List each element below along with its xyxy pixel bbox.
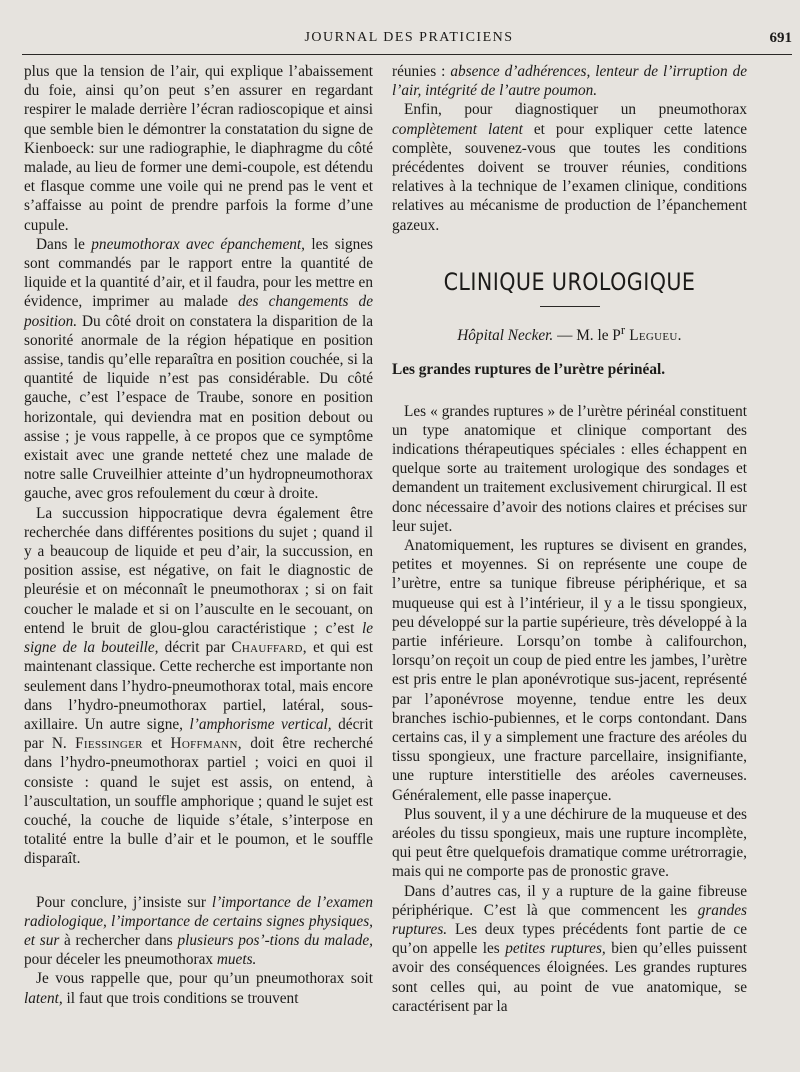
paragraph bbox=[24, 504, 373, 869]
paragraph bbox=[392, 536, 747, 805]
author-name: Hoffmann, bbox=[170, 735, 242, 753]
article-title: Les grandes ruptures de l’urètre périnéal. bbox=[392, 361, 666, 379]
text-run: Dans d’autres cas, il y a rupture de la gaine fibreuse périphérique. C’est là que commencent les bbox=[392, 882, 747, 919]
italic-run: complètement latent bbox=[392, 120, 523, 138]
paragraph-gap bbox=[24, 869, 373, 893]
author-name: Legueu. bbox=[625, 327, 682, 345]
paragraph bbox=[392, 402, 747, 536]
italic-run: pneumothorax avec épanchement, bbox=[91, 235, 305, 253]
right-column bbox=[392, 62, 747, 1016]
author-name: Chauffard, bbox=[231, 639, 307, 657]
left-column bbox=[24, 62, 373, 1008]
text-run: Anatomiquement, les ruptures se divisent en grandes, petites et moyennes. Si on représente une coupe de l’urètre, entre sa tunique fibreuse périphérique, et sa muqueuse qui est à l’intérieur, il y a le tissu spongieux, peu développé sur la partie supérieure, très développé à la partie inférieure. Lorsqu’on tombe à califourchon, lorsqu’on reçoit un coup de pied entre les jambes, l’urètre est pris entre le plan aponévrotique sus-jacent, représenté par l’aponévrose moyenne, tendue entre les deux branches ischio-pubiennes, et le corps contondant. Dans certains cas, il y a simplement une fracture des aréoles du tissu spongieux, une fracture parcellaire, insignifiante, une rupture interstitielle des aréoles caverneuses. Généralement, elle passe inaperçue. bbox=[392, 536, 747, 804]
text-run: réunies : bbox=[392, 63, 451, 80]
paragraph bbox=[24, 62, 373, 235]
italic-run: l’amphorisme vertical, bbox=[189, 715, 332, 733]
text-run: Du côté droit on constatera la disparition de la sonorité anormale de la région hépatique en position assise, tandis qu’elle reparaîtra en position couchée, si la quantité de liquide n’est pas considérable. Du côté gauche, c’est l’espace de Traube, sonore en position horizontale, qui deviendra mat en position debout ou assise ; je vous rappelle, à ce propos que ce symptôme existait avec une grande netteté chez une malade de notre salle Cruveilhier atteinte d’un hydropneumothorax gauche, avec gros refoulement du cœur à droite. bbox=[24, 312, 373, 503]
text-run: Pour conclure, j’insiste sur bbox=[36, 893, 212, 911]
section-title: CLINIQUE UROLOGIQUE bbox=[443, 267, 696, 296]
text-run: Les « grandes ruptures » de l’urètre périnéal constituent un type anatomique et clinique comportant des indications thérapeutiques spéciales : elles échappent en quelque sorte au traitement urologique des sondages et demandent un traitement exclusivement chirurgical. Il est donc nécessaire d’avoir des notions claires et précises sur leur sujet. bbox=[392, 402, 747, 535]
text-run: doit être recherché dans l’hydro-pneumothorax partiel ; voici en quoi il consiste : quand le sujet est assis, on entend, à l’auscultation, un souffle amphorique ; quand le sujet est couché, la couche de liquide s’étale, s’interpose en totalité entre la bulle d’air et le poumon, et le souffle disparaît. bbox=[24, 735, 373, 868]
paragraph bbox=[24, 235, 373, 504]
running-head: JOURNAL DES PRATICIENS bbox=[304, 30, 514, 45]
text-run: à rechercher dans bbox=[59, 931, 178, 949]
text-run: bien qu’elles puissent avoir des conséquences éloignées. Les grandes ruptures sont celles qui, au point de vue anatomique, se caractérisent par la bbox=[392, 940, 748, 1015]
italic-run: le signe de la bouteille, bbox=[24, 619, 373, 657]
paragraph bbox=[392, 805, 747, 882]
text-run: et qui est maintenant classique. Cette recherche est importante non seulement dans l’hydro-pneumothorax total, mais encore dans l’hydro-pneumothorax partiel, latéral, sous-axillaire. Un autre signe, bbox=[24, 639, 373, 733]
paragraph bbox=[24, 969, 373, 1007]
paragraph bbox=[392, 100, 747, 234]
text-run: plus que la tension de l’air, qui explique l’abaissement du foie, ainsi qu’on peut s’en assurer en regardant respirer le malade derrière l’écran radioscopique et ainsi que semble bien le démontrer la constatation du signe de Kienboeck: sur une radiographie, le diaphragme du côté malade, au lieu de former une demi-coupole, est détendu et flasque comme une voile qui ne prend pas le vent et s’affaisse au point de prendre parfois la forme d’une cupule. bbox=[24, 63, 373, 234]
italic-run: muets. bbox=[216, 951, 257, 969]
page-number: 691 bbox=[769, 30, 792, 46]
paragraph bbox=[392, 62, 747, 100]
title-rule bbox=[540, 306, 600, 307]
italic-run: grandes ruptures. bbox=[392, 901, 747, 939]
text-run: pour déceler les pneumothorax bbox=[24, 951, 217, 969]
paragraph bbox=[392, 882, 747, 1016]
paragraph bbox=[24, 893, 373, 970]
text-run: — M. le P bbox=[553, 327, 621, 345]
text-run: les signes sont commandés par le rapport entre la quantité de liquide et la quantité d’air, et il faudra, pour les mettre en évidence, imprimer au malade bbox=[24, 235, 373, 311]
hospital-name: Hôpital Necker. bbox=[457, 327, 554, 345]
text-run: Je vous rappelle que, pour qu’un pneumothorax soit bbox=[36, 970, 373, 988]
text-run: et bbox=[142, 735, 171, 753]
header-rule bbox=[22, 54, 792, 55]
text-run: Dans le bbox=[36, 235, 92, 253]
superscript: r bbox=[620, 323, 626, 338]
author-name: Fiessinger bbox=[75, 735, 143, 753]
text-run: il faut que trois conditions se trouvent bbox=[62, 989, 299, 1007]
italic-run: latent, bbox=[24, 989, 63, 1007]
text-run: Les deux types précédents font partie de ce qu’on appelle les bbox=[392, 921, 747, 958]
italic-run: petites ruptures, bbox=[505, 940, 606, 958]
italic-run: plusieurs pos’-tions du malade, bbox=[177, 931, 373, 949]
hospital-line bbox=[392, 321, 747, 345]
text-run: Plus souvent, il y a une déchirure de la muqueuse et des aréoles du tissu spongieux, mais une rupture incomplète, qui peut être quelquefois dramatique comme urétrorragie, mais qui ne comporte pas de pronostic grave. bbox=[392, 805, 747, 881]
text-run: La succussion hippocratique devra également être recherchée dans différentes positions du sujet ; quand il y a beaucoup de liquide et peu d’air, la succussion, en position assise, est négative, on fait le diagnostic de pleurésie et on méconnaît le pneumothorax ; si on fait coucher le malade et si on l’ausculte en le secouant, on entend le bruit de glou-glou caractéristique ; c’est bbox=[24, 504, 373, 637]
text-run: et pour expliquer cette latence complète, souvenez-vous que toutes les conditions précédentes doivent se trouver réunies, conditions relatives à la technique de l’examen clinique, conditions relatives au mécanisme de production de l’épanchement gazeux. bbox=[392, 120, 747, 234]
italic-run: absence d’adhérences, lenteur de l’irruption de l’air, intégrité de l’autre poumon. bbox=[392, 63, 748, 100]
italic-run: des changements de position. bbox=[24, 293, 373, 330]
text-run: décrit par bbox=[158, 639, 232, 657]
italic-run: l’importance de l’examen radiologique, l’importance de certains signes physiques, et sur bbox=[24, 893, 373, 949]
page-header bbox=[26, 28, 792, 50]
text-run: décrit par N. bbox=[24, 715, 373, 753]
text-run: Enfin, pour diagnostiquer un pneumothorax bbox=[404, 101, 747, 119]
